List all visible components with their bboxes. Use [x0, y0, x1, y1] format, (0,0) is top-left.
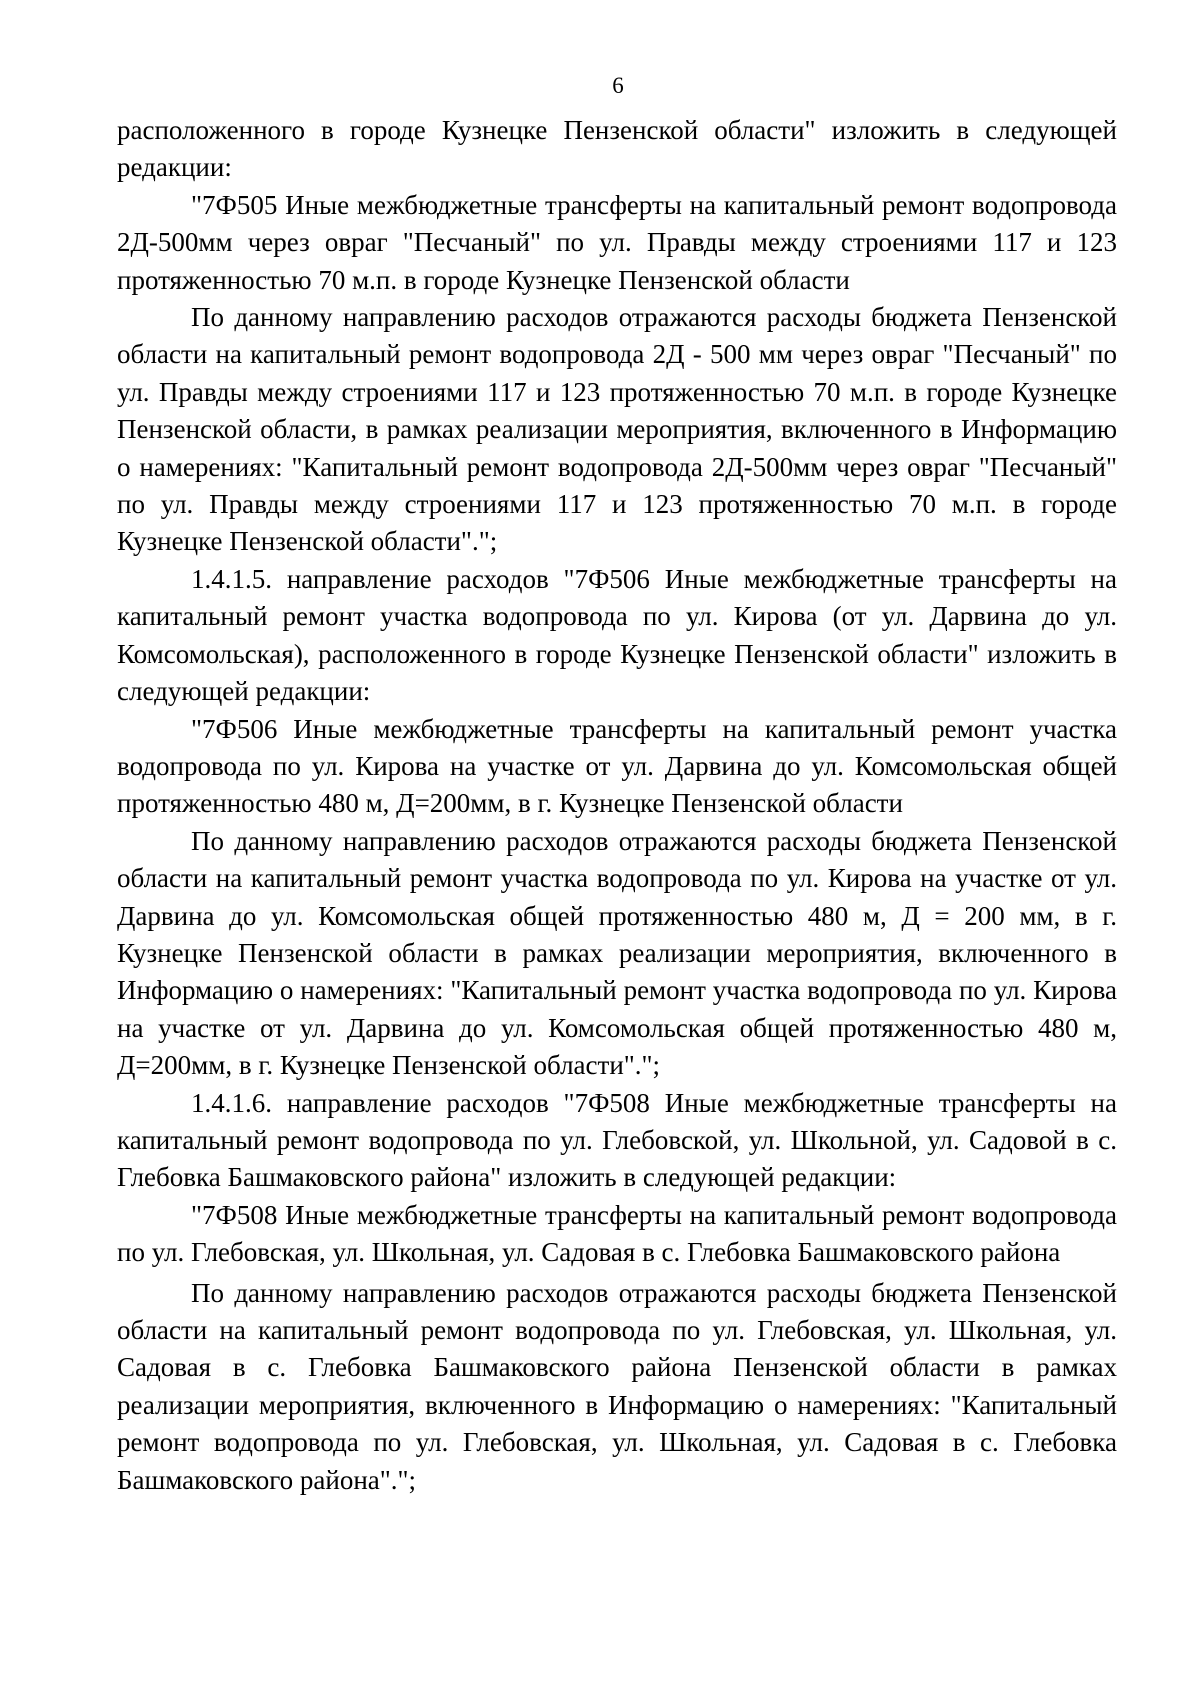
paragraph-7f508-description: По данному направлению расходов отражаются расходы бюджета Пензенской области на капитальный ремонт водопровода по ул. Глебовская, ул. Школьная, ул. Садовая в с. Глебовка Башмаковского района Пензенской области в рамках реализации мероприятия, включенного в Информацию о намерениях: "Капитальный ремонт водопровода по ул. Глебовская, ул. Школьная, ул. Садовая в с. Глебовка Башмаковского района".";: [117, 1277, 1117, 1495]
paragraph-item-1-4-1-5: 1.4.1.5. направление расходов "7Ф506 Иные межбюджетные трансферты на капитальный ремонт участка водопровода по ул. Кирова (от ул. Дарвина до ул. Комсомольская), расположенного в городе Кузнецке Пензенской области" изложить в следующей редакции:: [117, 563, 1117, 707]
paragraph-7f506-description: По данному направлению расходов отражаются расходы бюджета Пензенской области на капитальный ремонт участка водопровода по ул. Кирова на участке от ул. Дарвина до ул. Комсомольская общей протяженностью 480 м, Д = 200 мм, в г. Кузнецке Пензенской области в рамках реализации мероприятия, включенного в Информацию о намерениях: "Капитальный ремонт участка водопровода по ул. Кирова на участке от ул. Дарвина до ул. Комсомольская общей протяженностью 480 м, Д=200мм, в г. Кузнецке Пензенской области".";: [117, 825, 1117, 1081]
paragraph-continuation: расположенного в городе Кузнецке Пензенской области" изложить в следующей редакции:: [117, 115, 1117, 183]
paragraph-7f508-title: "7Ф508 Иные межбюджетные трансферты на капитальный ремонт водопровода по ул. Глебовская, ул. Школьная, ул. Садовая в с. Глебовка Башмаковского района: [117, 1199, 1117, 1268]
paragraph-7f505-description: По данному направлению расходов отражаются расходы бюджета Пензенской области на капитальный ремонт водопровода 2Д - 500 мм через овраг "Песчаный" по ул. Правды между строениями 117 и 123 протяженностью 70 м.п. в городе Кузнецке Пензенской области, в рамках реализации мероприятия, включенного в Информацию о намерениях: "Капитальный ремонт водопровода 2Д-500мм через овраг "Песчаный" по ул. Правды между строениями 117 и 123 протяженностью 70 м.п. в городе Кузнецке Пензенской области".";: [117, 302, 1117, 557]
page-number: 6: [612, 73, 624, 98]
paragraph-7f506-title: "7Ф506 Иные межбюджетные трансферты на капитальный ремонт участка водопровода по ул. Кирова на участке от ул. Дарвина до ул. Комсомольская общей протяженностью 480 м, Д=200мм, в г. Кузнецке Пензенской области: [117, 713, 1117, 819]
paragraph-item-1-4-1-6: 1.4.1.6. направление расходов "7Ф508 Иные межбюджетные трансферты на капитальный ремонт водопровода по ул. Глебовской, ул. Школьной, ул. Садовой в с. Глебовка Башмаковского района" изложить в следующей редакции:: [117, 1087, 1117, 1193]
paragraph-7f505-title: "7Ф505 Иные межбюджетные трансферты на капитальный ремонт водопровода 2Д-500мм через овраг "Песчаный" по ул. Правды между строениями 117 и 123 протяженностью 70 м.п. в городе Кузнецке Пензенской области: [117, 189, 1117, 295]
document-body: [117, 112, 1117, 1499]
